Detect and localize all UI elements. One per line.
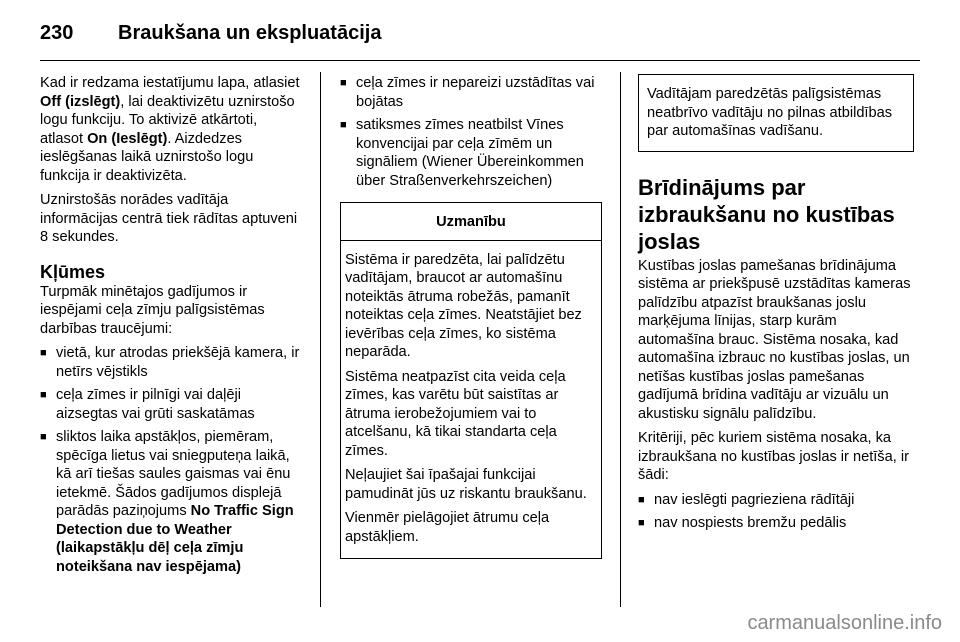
column-3 (638, 74, 914, 538)
list-item: ■ nav ieslēgti pagrieziena rādītāji (638, 491, 914, 510)
caution-paragraph: Sistēma neatpazīst cita veida ceļa zīmes, kas varētu būt saistītas ar ātruma ierobežojumiem vai to atcelšanu, kā tikai standarta ceļa zīmes. (345, 368, 566, 459)
section-heading-faults: Kļūmes (40, 261, 106, 282)
section-heading-lane-departure: Brīdinājums par izbraukšanu no kustības joslas (638, 174, 895, 254)
on-label: On (Ieslēgt) (87, 130, 168, 147)
caution-box (340, 202, 602, 559)
caution-paragraph: Vienmēr pielāgojiet ātrumu ceļa apstākļiem. (345, 510, 550, 545)
faults-list-continued (340, 74, 602, 190)
criteria-list (638, 491, 914, 533)
column-2 (340, 74, 602, 559)
caution-paragraph: Neļaujiet šai īpašajai funkcijai pamudināt jūs uz riskantu braukšanu. (345, 467, 587, 502)
paragraph-settings: Kad ir redzama iestatījumu lapa, atlasiet Off (izslēgt), lai deaktivizētu uznirstošo logu funkciju. To aktivizē atkārtoti, atlasot On (Ieslēgt). Aizdedzes ieslēgšanas laikā uznirstošo logu funkcija ir deaktivizēta. (40, 75, 300, 184)
column-divider (620, 72, 621, 607)
column-divider (320, 72, 321, 607)
paragraph-faults-intro: Turpmāk minētajos gadījumos ir iespējami ceļa zīmju palīgsistēmas darbības traucējumi: (40, 283, 265, 337)
caution-body (341, 241, 601, 559)
list-item: ■ ceļa zīmes ir pilnīgi vai daļēji aizsegtas vai grūti saskatāmas (40, 386, 302, 423)
off-label: Off (izslēgt) (40, 93, 121, 110)
caution-title: Uzmanību (341, 203, 601, 241)
list-item: ■ sliktos laika apstākļos, piemēram, spēcīga lietus vai sniegputeņa laikā, kā arī tiešas saules gaismas vai ēnu ietekmē. Šādos gadījumos displejā parādās paziņojums No Traffic Sign Detection due to Weather (laikapstākļu dēļ ceļa zīmju noteikšana nav iespējama) (40, 428, 302, 576)
paragraph-lane-departure: Kustības joslas pamešanas brīdinājuma sistēma ar priekšpusē uzstādītas kameras palīdzību atpazīst braukšanas joslu marķējuma līnijas, starp kurām automašīna brauc. Sistēma nosaka, kad automašīna izbrauc no kustības joslas, un netīšas kustības joslas pamešanas gadījumā brīdina vadītāju ar vizuālu un akustisku signālu palīdzību. (638, 257, 911, 422)
column-1 (40, 74, 302, 581)
faults-list (40, 344, 302, 576)
responsibility-text: Vadītājam paredzētās palīgsistēmas neatbrīvo vadītāju no pilnas atbildības par automašīnas vadīšanu. (647, 86, 893, 139)
list-item: ■ nav nospiests bremžu pedālis (638, 514, 914, 533)
paragraph-criteria: Kritēriji, pēc kuriem sistēma nosaka, ka izbraukšana no kustības joslas ir netīša, ir šādi: (638, 430, 909, 483)
list-item: ■ satiksmes zīmes neatbilst Vīnes konvencijai par ceļa zīmēm un signāliem (Wiener Übereinkommen über Straßenverkehrszeichen) (340, 116, 602, 190)
caution-paragraph: Sistēma ir paredzēta, lai palīdzētu vadītājam, braucot ar automašīnu noteiktās ātruma robežās, pamanīt noteiktas ceļa zīmes. Neatstājiet bez ievērības ceļa zīmes, ko sistēma neparāda. (345, 251, 582, 360)
paragraph-popup-duration: Uznirstošās norādes vadītāja informācijas centrā tiek rādītas aptuveni 8 sekundes. (40, 192, 298, 245)
header-divider (40, 60, 920, 61)
weather-message: No Traffic Sign Detection due to Weather (laikapstākļu dēļ ceļa zīmju noteikšana nav iespējama) (56, 503, 294, 575)
watermark: carmanualsonline.info (747, 612, 942, 634)
list-item: ■ vietā, kur atrodas priekšējā kamera, ir netīrs vējstikls (40, 344, 302, 381)
page-number: 230 (40, 22, 74, 44)
list-item: ■ ceļa zīmes ir nepareizi uzstādītas vai bojātas (340, 74, 602, 111)
page-title: Braukšana un ekspluatācija (118, 22, 382, 44)
responsibility-box (638, 74, 914, 152)
